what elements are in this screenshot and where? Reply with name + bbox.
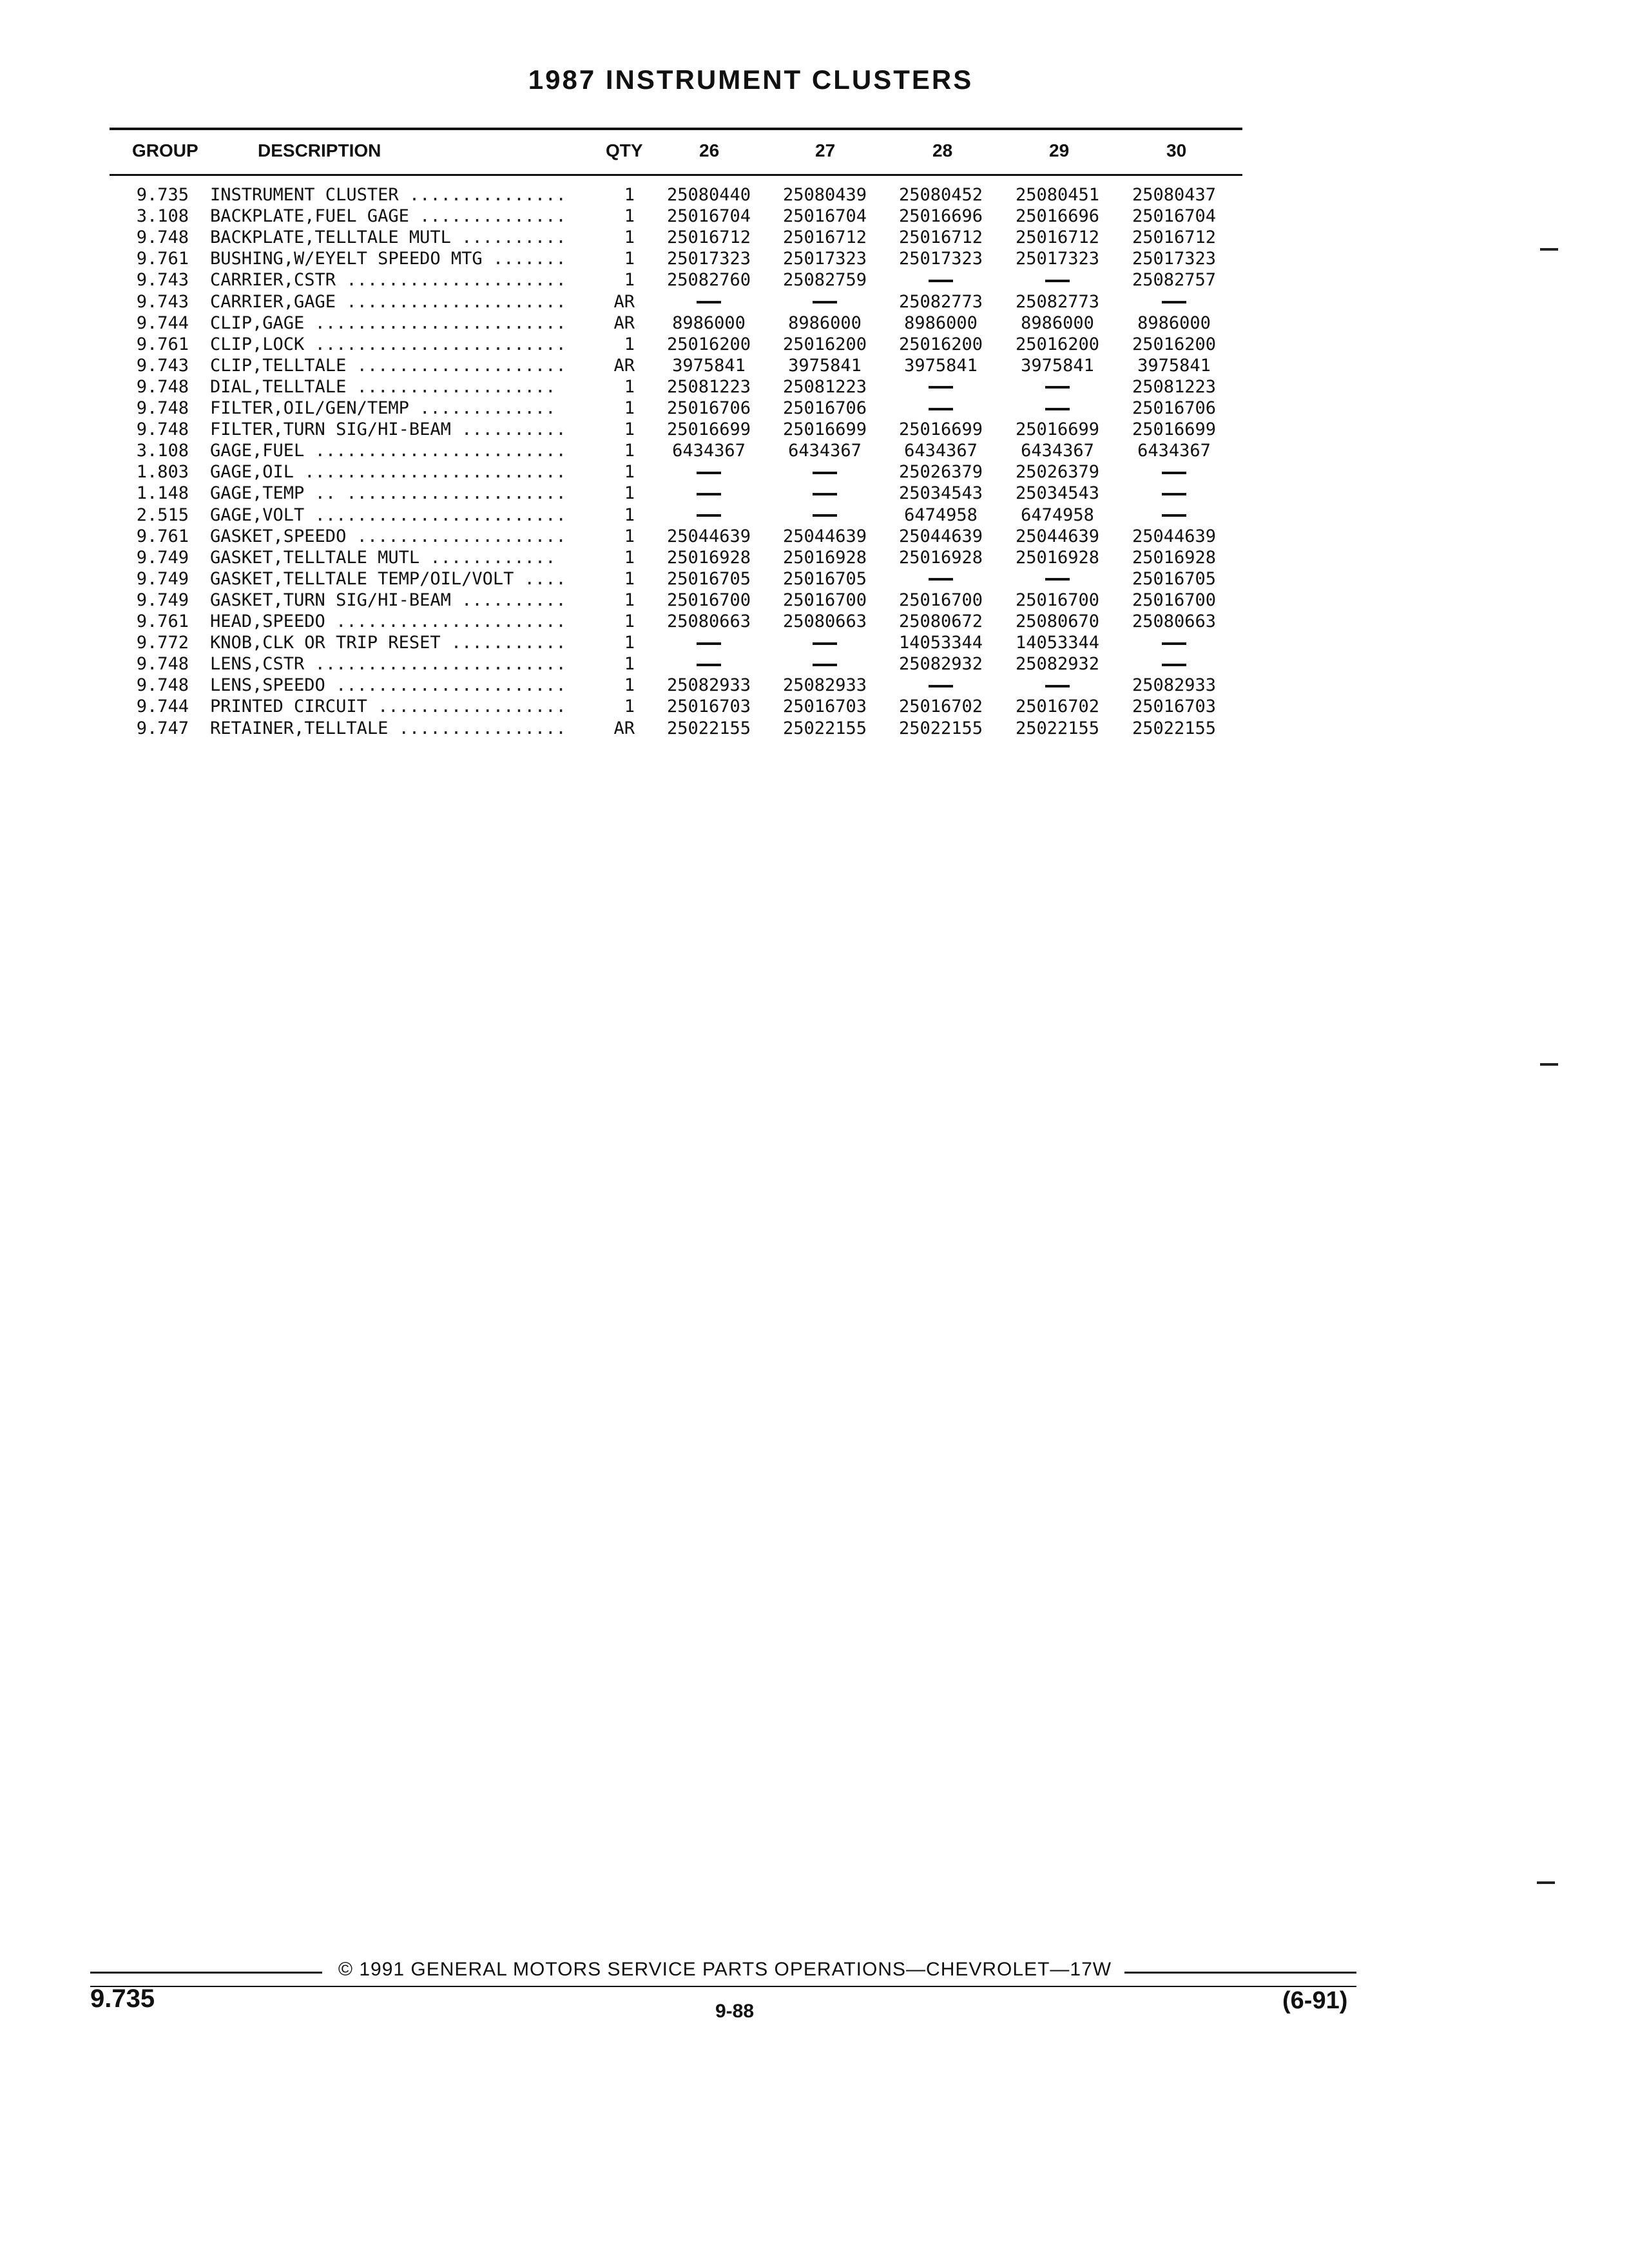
part-number: 25081223 xyxy=(1132,376,1217,397)
part-number: 25016200 xyxy=(782,334,867,354)
part-number: 25016712 xyxy=(1015,227,1100,248)
group-number: 9.749 xyxy=(136,547,189,568)
leader-dots: .... xyxy=(514,568,566,589)
part-number: 25080672 xyxy=(898,611,983,631)
part-number: 25016704 xyxy=(666,206,751,227)
part-description: DIAL,TELLTALE ................... xyxy=(210,376,556,397)
leader-dots: ........................ xyxy=(304,505,566,525)
part-number: 25080437 xyxy=(1132,185,1217,205)
not-applicable-dash xyxy=(1003,675,1112,696)
part-number: 25016700 xyxy=(782,590,867,610)
part-description: LENS,CSTR ........................ xyxy=(210,654,566,675)
quantity: AR xyxy=(613,355,635,376)
group-number: 9.744 xyxy=(136,312,189,333)
part-number: 6474958 xyxy=(904,505,978,525)
quantity: 1 xyxy=(624,654,635,675)
part-number: 25017323 xyxy=(1132,249,1217,269)
footer-group-code: 9.735 xyxy=(90,1984,155,2013)
quantity: 1 xyxy=(624,334,635,354)
group-number: 9.761 xyxy=(136,526,189,546)
part-number: 25082760 xyxy=(666,270,751,291)
part-description: CLIP,LOCK ........................ xyxy=(210,334,566,354)
leader-dots: .......... xyxy=(450,419,566,440)
part-number: 25016705 xyxy=(666,568,751,589)
leader-dots: .......... xyxy=(450,590,566,610)
leader-dots: ........... xyxy=(440,633,566,653)
part-description: GAGE,FUEL ........................ xyxy=(210,441,566,461)
leader-dots: ................... xyxy=(346,376,556,397)
leader-dots: ............... xyxy=(398,185,566,205)
footer-date: (6-91) xyxy=(1282,1987,1348,2014)
group-number: 9.743 xyxy=(136,355,189,376)
part-description: GAGE,OIL ......................... xyxy=(210,462,566,483)
group-number: 9.772 xyxy=(136,633,189,653)
part-number: 8986000 xyxy=(904,312,978,333)
part-number: 25082757 xyxy=(1132,270,1217,291)
part-number: 25080439 xyxy=(782,185,867,205)
part-number: 25016700 xyxy=(666,590,751,610)
part-number: 25016699 xyxy=(782,419,867,440)
group-number: 2.515 xyxy=(136,505,189,525)
part-number: 25082933 xyxy=(782,675,867,696)
part-number: 25080663 xyxy=(1132,611,1217,631)
quantity: 1 xyxy=(624,568,635,589)
part-number: 3975841 xyxy=(1021,355,1094,376)
not-applicable-dash xyxy=(1119,653,1229,675)
part-number: 8986000 xyxy=(788,312,862,333)
part-number: 25022155 xyxy=(1015,718,1100,738)
quantity: 1 xyxy=(624,462,635,483)
part-description: BUSHING,W/EYELT SPEEDO MTG ....... xyxy=(210,249,566,269)
part-number: 25081223 xyxy=(782,376,867,397)
part-number: 25016928 xyxy=(1015,547,1100,568)
part-number: 25044639 xyxy=(1015,526,1100,546)
group-number: 9.748 xyxy=(136,419,189,440)
leader-dots: .......... xyxy=(450,227,566,248)
part-description: CLIP,GAGE ........................ xyxy=(210,312,566,333)
part-number: 25016704 xyxy=(1132,206,1217,227)
part-number: 25016706 xyxy=(666,398,751,418)
leader-dots: ........................ xyxy=(304,334,566,354)
quantity: 1 xyxy=(624,483,635,504)
part-description: CARRIER,CSTR ..................... xyxy=(210,270,566,291)
header-group: GROUP xyxy=(132,140,198,160)
quantity: 1 xyxy=(624,249,635,269)
part-number: 25016702 xyxy=(1015,697,1100,717)
quantity: 1 xyxy=(624,376,635,397)
part-number: 25026379 xyxy=(898,462,983,483)
not-applicable-dash xyxy=(1003,398,1112,419)
part-number: 25016712 xyxy=(782,227,867,248)
quantity: 1 xyxy=(624,206,635,227)
part-number: 6434367 xyxy=(788,441,862,461)
part-number: 25017323 xyxy=(898,249,983,269)
header-col-26: 26 xyxy=(699,140,720,160)
group-number: 3.108 xyxy=(136,206,189,227)
not-applicable-dash xyxy=(886,376,996,398)
part-description: GASKET,TURN SIG/HI-BEAM .......... xyxy=(210,590,566,610)
not-applicable-dash xyxy=(1119,291,1229,312)
header-top-rule xyxy=(110,128,1242,130)
leader-dots: ..................... xyxy=(336,270,566,291)
group-number: 9.743 xyxy=(136,291,189,312)
part-number: 25082759 xyxy=(782,270,867,291)
leader-dots: ....... xyxy=(482,249,566,269)
leader-dots: .................... xyxy=(346,526,566,546)
group-number: 9.761 xyxy=(136,611,189,631)
leader-dots: ...................... xyxy=(325,611,566,631)
group-number: 9.747 xyxy=(136,718,189,738)
group-number: 9.761 xyxy=(136,334,189,354)
part-number: 6434367 xyxy=(1021,441,1094,461)
leader-dots: ............ xyxy=(419,547,556,568)
part-number: 3975841 xyxy=(1137,355,1211,376)
part-description: GASKET,TELLTALE MUTL ............ xyxy=(210,547,556,568)
part-number: 8986000 xyxy=(672,312,746,333)
part-number: 25080440 xyxy=(666,185,751,205)
part-number: 25082932 xyxy=(1015,654,1100,675)
part-number: 25022155 xyxy=(898,718,983,738)
quantity: 1 xyxy=(624,398,635,418)
group-number: 9.735 xyxy=(136,185,189,205)
header-bottom-rule xyxy=(110,174,1242,176)
not-applicable-dash xyxy=(770,291,880,312)
part-number: 25080670 xyxy=(1015,611,1100,631)
leader-dots: ........................ xyxy=(304,654,566,675)
part-number: 25022155 xyxy=(782,718,867,738)
part-description: CARRIER,GAGE ..................... xyxy=(210,291,566,312)
quantity: AR xyxy=(613,291,635,312)
margin-tick-mark xyxy=(1537,1881,1555,1884)
part-number: 25080451 xyxy=(1015,185,1100,205)
leader-dots: ...................... xyxy=(325,675,566,696)
part-number: 25016699 xyxy=(666,419,751,440)
part-number: 25016703 xyxy=(1132,697,1217,717)
leader-dots: ............. xyxy=(409,398,556,418)
part-number: 6434367 xyxy=(1137,441,1211,461)
part-number: 25016705 xyxy=(1132,568,1217,589)
quantity: 1 xyxy=(624,270,635,291)
margin-tick-mark xyxy=(1540,248,1558,251)
not-applicable-dash xyxy=(1003,269,1112,291)
part-number: 25016699 xyxy=(1132,419,1217,440)
part-number: 25044639 xyxy=(782,526,867,546)
quantity: 1 xyxy=(624,419,635,440)
not-applicable-dash xyxy=(1003,376,1112,398)
not-applicable-dash xyxy=(654,505,764,526)
part-number: 25017323 xyxy=(782,249,867,269)
part-number: 25016712 xyxy=(898,227,983,248)
group-number: 1.148 xyxy=(136,483,189,504)
part-number: 25016696 xyxy=(1015,206,1100,227)
not-applicable-dash xyxy=(770,505,880,526)
part-number: 25022155 xyxy=(666,718,751,738)
not-applicable-dash xyxy=(886,269,996,291)
not-applicable-dash xyxy=(654,461,764,483)
part-number: 6474958 xyxy=(1021,505,1094,525)
leader-dots: ........................ xyxy=(304,312,566,333)
quantity: 1 xyxy=(624,185,635,205)
part-number: 25044639 xyxy=(898,526,983,546)
part-number: 8986000 xyxy=(1137,312,1211,333)
not-applicable-dash xyxy=(886,675,996,696)
part-number: 25082773 xyxy=(898,291,983,312)
part-number: 25016928 xyxy=(782,547,867,568)
header-col-29: 29 xyxy=(1049,140,1070,160)
part-number: 3975841 xyxy=(904,355,978,376)
not-applicable-dash xyxy=(654,483,764,504)
part-number: 25016200 xyxy=(898,334,983,354)
leader-dots: ................ xyxy=(388,718,566,738)
part-number: 6434367 xyxy=(904,441,978,461)
part-number: 25016700 xyxy=(898,590,983,610)
quantity: 1 xyxy=(624,227,635,248)
part-number: 25016704 xyxy=(782,206,867,227)
header-col-30: 30 xyxy=(1166,140,1187,160)
quantity: 1 xyxy=(624,675,635,696)
not-applicable-dash xyxy=(770,632,880,653)
part-number: 25034543 xyxy=(1015,483,1100,504)
quantity: AR xyxy=(613,312,635,333)
part-description: RETAINER,TELLTALE ................ xyxy=(210,718,566,738)
not-applicable-dash xyxy=(654,632,764,653)
part-description: CLIP,TELLTALE .................... xyxy=(210,355,566,376)
quantity: 1 xyxy=(624,611,635,631)
group-number: 9.748 xyxy=(136,398,189,418)
part-number: 25016712 xyxy=(666,227,751,248)
part-description: FILTER,OIL/GEN/TEMP ............. xyxy=(210,398,556,418)
footer-bottom-rule xyxy=(90,1986,1356,1987)
quantity: 1 xyxy=(624,441,635,461)
page-title: 1987 INSTRUMENT CLUSTERS xyxy=(528,64,974,95)
part-number: 25080663 xyxy=(666,611,751,631)
header-qty: QTY xyxy=(606,140,643,160)
part-number: 25016702 xyxy=(898,697,983,717)
part-description: FILTER,TURN SIG/HI-BEAM .......... xyxy=(210,419,566,440)
part-number: 25016699 xyxy=(1015,419,1100,440)
part-number: 25017323 xyxy=(1015,249,1100,269)
leader-dots: ......................... xyxy=(294,462,566,483)
part-description: PRINTED CIRCUIT .................. xyxy=(210,697,566,717)
header-description: DESCRIPTION xyxy=(258,140,381,160)
leader-dots: ..................... xyxy=(336,291,566,312)
leader-dots: .............. xyxy=(409,206,566,227)
not-applicable-dash xyxy=(1119,505,1229,526)
part-number: 25016200 xyxy=(1132,334,1217,354)
part-number: 14053344 xyxy=(1015,633,1100,653)
part-number: 25016699 xyxy=(898,419,983,440)
part-number: 25016928 xyxy=(666,547,751,568)
not-applicable-dash xyxy=(654,653,764,675)
part-number: 25016700 xyxy=(1015,590,1100,610)
part-number: 25080452 xyxy=(898,185,983,205)
part-description: HEAD,SPEEDO ...................... xyxy=(210,611,566,631)
not-applicable-dash xyxy=(886,398,996,419)
part-description: LENS,SPEEDO ...................... xyxy=(210,675,566,696)
part-description: KNOB,CLK OR TRIP RESET ........... xyxy=(210,633,566,653)
part-description: BACKPLATE,TELLTALE MUTL .......... xyxy=(210,227,566,248)
part-number: 25016706 xyxy=(1132,398,1217,418)
part-description: BACKPLATE,FUEL GAGE .............. xyxy=(210,206,566,227)
part-description: INSTRUMENT CLUSTER ............... xyxy=(210,185,566,205)
part-number: 25034543 xyxy=(898,483,983,504)
group-number: 1.803 xyxy=(136,462,189,483)
leader-dots: ........................ xyxy=(304,441,566,461)
group-number: 9.743 xyxy=(136,270,189,291)
group-number: 9.749 xyxy=(136,568,189,589)
part-number: 25082773 xyxy=(1015,291,1100,312)
not-applicable-dash xyxy=(770,653,880,675)
part-number: 25080663 xyxy=(782,611,867,631)
part-number: 25044639 xyxy=(1132,526,1217,546)
not-applicable-dash xyxy=(770,461,880,483)
group-number: 9.748 xyxy=(136,675,189,696)
part-description: GASKET,SPEEDO .................... xyxy=(210,526,566,546)
part-number: 25026379 xyxy=(1015,462,1100,483)
part-number: 25016712 xyxy=(1132,227,1217,248)
group-number: 9.761 xyxy=(136,249,189,269)
quantity: 1 xyxy=(624,590,635,610)
part-number: 8986000 xyxy=(1021,312,1094,333)
part-description: GASKET,TELLTALE TEMP/OIL/VOLT .... xyxy=(210,568,566,589)
group-number: 9.748 xyxy=(136,227,189,248)
footer-copyright: © 1991 GENERAL MOTORS SERVICE PARTS OPERATIONS—CHEVROLET—17W xyxy=(338,1959,1112,1980)
part-number: 3975841 xyxy=(788,355,862,376)
part-number: 25082932 xyxy=(898,654,983,675)
part-description: GAGE,TEMP .. ..................... xyxy=(210,483,566,504)
not-applicable-dash xyxy=(1003,568,1112,590)
footer-right-rule xyxy=(1124,1972,1356,1974)
not-applicable-dash xyxy=(1119,483,1229,504)
part-number: 25016703 xyxy=(782,697,867,717)
group-number: 3.108 xyxy=(136,441,189,461)
part-description: GAGE,VOLT ........................ xyxy=(210,505,566,525)
quantity: 1 xyxy=(624,633,635,653)
part-number: 25016703 xyxy=(666,697,751,717)
part-number: 25016696 xyxy=(898,206,983,227)
not-applicable-dash xyxy=(1119,461,1229,483)
group-number: 9.748 xyxy=(136,376,189,397)
group-number: 9.748 xyxy=(136,654,189,675)
part-number: 25016928 xyxy=(1132,547,1217,568)
part-number: 25016928 xyxy=(898,547,983,568)
part-number: 25022155 xyxy=(1132,718,1217,738)
part-number: 25081223 xyxy=(666,376,751,397)
quantity: 1 xyxy=(624,505,635,525)
part-number: 6434367 xyxy=(672,441,746,461)
group-number: 9.749 xyxy=(136,590,189,610)
footer-left-rule xyxy=(90,1972,322,1974)
quantity: 1 xyxy=(624,547,635,568)
margin-tick-mark xyxy=(1540,1063,1558,1066)
part-number: 25082933 xyxy=(666,675,751,696)
part-number: 25016200 xyxy=(666,334,751,354)
leader-dots: .................... xyxy=(346,355,566,376)
header-col-28: 28 xyxy=(932,140,953,160)
footer-page-number: 9-88 xyxy=(715,2001,755,2022)
leader-dots: .................. xyxy=(367,697,566,717)
part-number: 25017323 xyxy=(666,249,751,269)
part-number: 25082933 xyxy=(1132,675,1217,696)
not-applicable-dash xyxy=(886,568,996,590)
quantity: 1 xyxy=(624,526,635,546)
part-number: 3975841 xyxy=(672,355,746,376)
group-number: 9.744 xyxy=(136,697,189,717)
part-number: 25016706 xyxy=(782,398,867,418)
quantity: 1 xyxy=(624,697,635,717)
not-applicable-dash xyxy=(654,291,764,312)
part-number: 14053344 xyxy=(898,633,983,653)
quantity: AR xyxy=(613,718,635,738)
part-number: 25016200 xyxy=(1015,334,1100,354)
leader-dots: .. ..................... xyxy=(304,483,566,504)
part-number: 25016705 xyxy=(782,568,867,589)
not-applicable-dash xyxy=(770,483,880,504)
header-col-27: 27 xyxy=(815,140,836,160)
part-number: 25016700 xyxy=(1132,590,1217,610)
not-applicable-dash xyxy=(1119,632,1229,653)
part-number: 25044639 xyxy=(666,526,751,546)
